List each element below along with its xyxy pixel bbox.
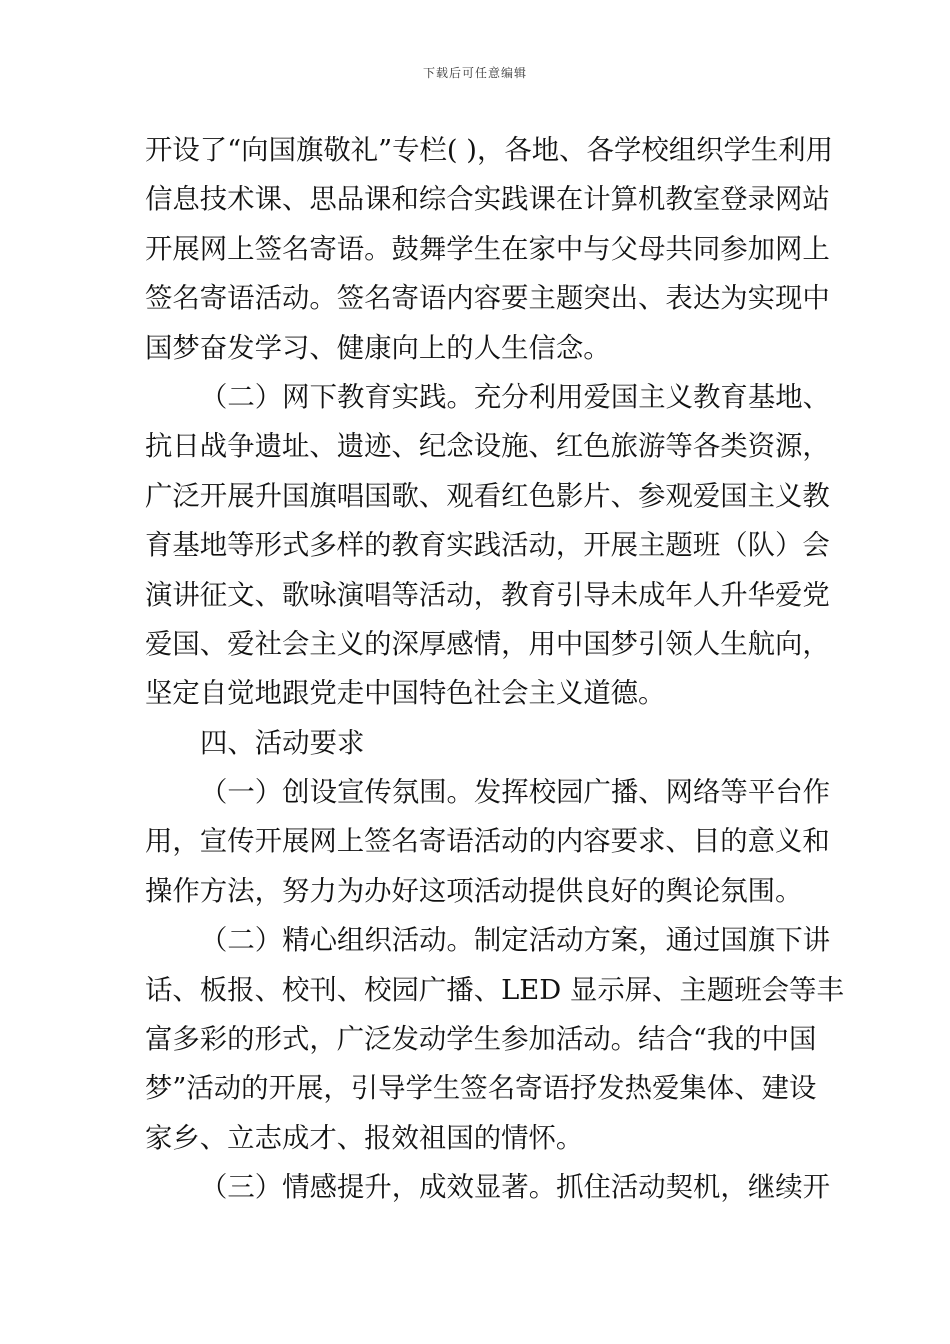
text-line: 操作方法，努力为办好这项活动提供良好的舆论氛围。 — [145, 875, 803, 907]
text-line: 爱国、爱社会主义的深厚感情，用中国梦引领人生航向， — [145, 628, 830, 660]
text-line: 育基地等形式多样的教育实践活动，开展主题班（队）会 — [145, 530, 830, 562]
document-body — [145, 126, 844, 1213]
text-line: （二）精心组织活动。制定活动方案，通过国旗下讲 — [200, 925, 830, 957]
text-line: 话、板报、校刊、校园广播、LED 显示屏、主题班会等丰 — [145, 974, 844, 1006]
text-line: 坚定自觉地跟党走中国特色社会主义道德。 — [145, 678, 666, 710]
text-line: （三）情感提升，成效显著。抓住活动契机，继续开 — [200, 1172, 830, 1204]
text-line: （二）网下教育实践。充分利用爱国主义教育基地、 — [200, 381, 830, 413]
text-line: 用，宣传开展网上签名寄语活动的内容要求、目的意义和 — [145, 826, 830, 858]
text-line: （一）创设宣传氛围。发挥校园广播、网络等平台作 — [200, 777, 830, 809]
text-line: 抗日战争遗址、遗迹、纪念设施、红色旅游等各类资源， — [145, 431, 830, 463]
text-line: 广泛开展升国旗唱国歌、观看红色影片、参观爱国主义教 — [145, 480, 830, 512]
text-line: 开设了“向国旗敬礼”专栏( )，各地、各学校组织学生利用 — [145, 135, 834, 166]
text-line: 国梦奋发学习、健康向上的人生信念。 — [145, 332, 611, 364]
text-line: 富多彩的形式，广泛发动学生参加活动。结合“我的中国 — [145, 1024, 817, 1056]
text-line: 演讲征文、歌咏演唱等活动，教育引导未成年人升华爱党 — [145, 579, 830, 611]
section-heading: 四、活动要求 — [200, 727, 365, 759]
text-line: 开展网上签名寄语。鼓舞学生在家中与父母共同参加网上 — [145, 233, 830, 265]
page-header-note: 下载后可任意编辑 — [422, 66, 527, 80]
text-line: 梦”活动的开展，引导学生签名寄语抒发热爱集体、建设 — [145, 1073, 817, 1105]
text-line: 信息技术课、思品课和综合实践课在计算机教室登录网站 — [145, 184, 830, 216]
text-line: 签名寄语活动。签名寄语内容要主题突出、表达为实现中 — [145, 283, 830, 315]
text-line: 家乡、立志成才、报效祖国的情怀。 — [145, 1122, 584, 1154]
